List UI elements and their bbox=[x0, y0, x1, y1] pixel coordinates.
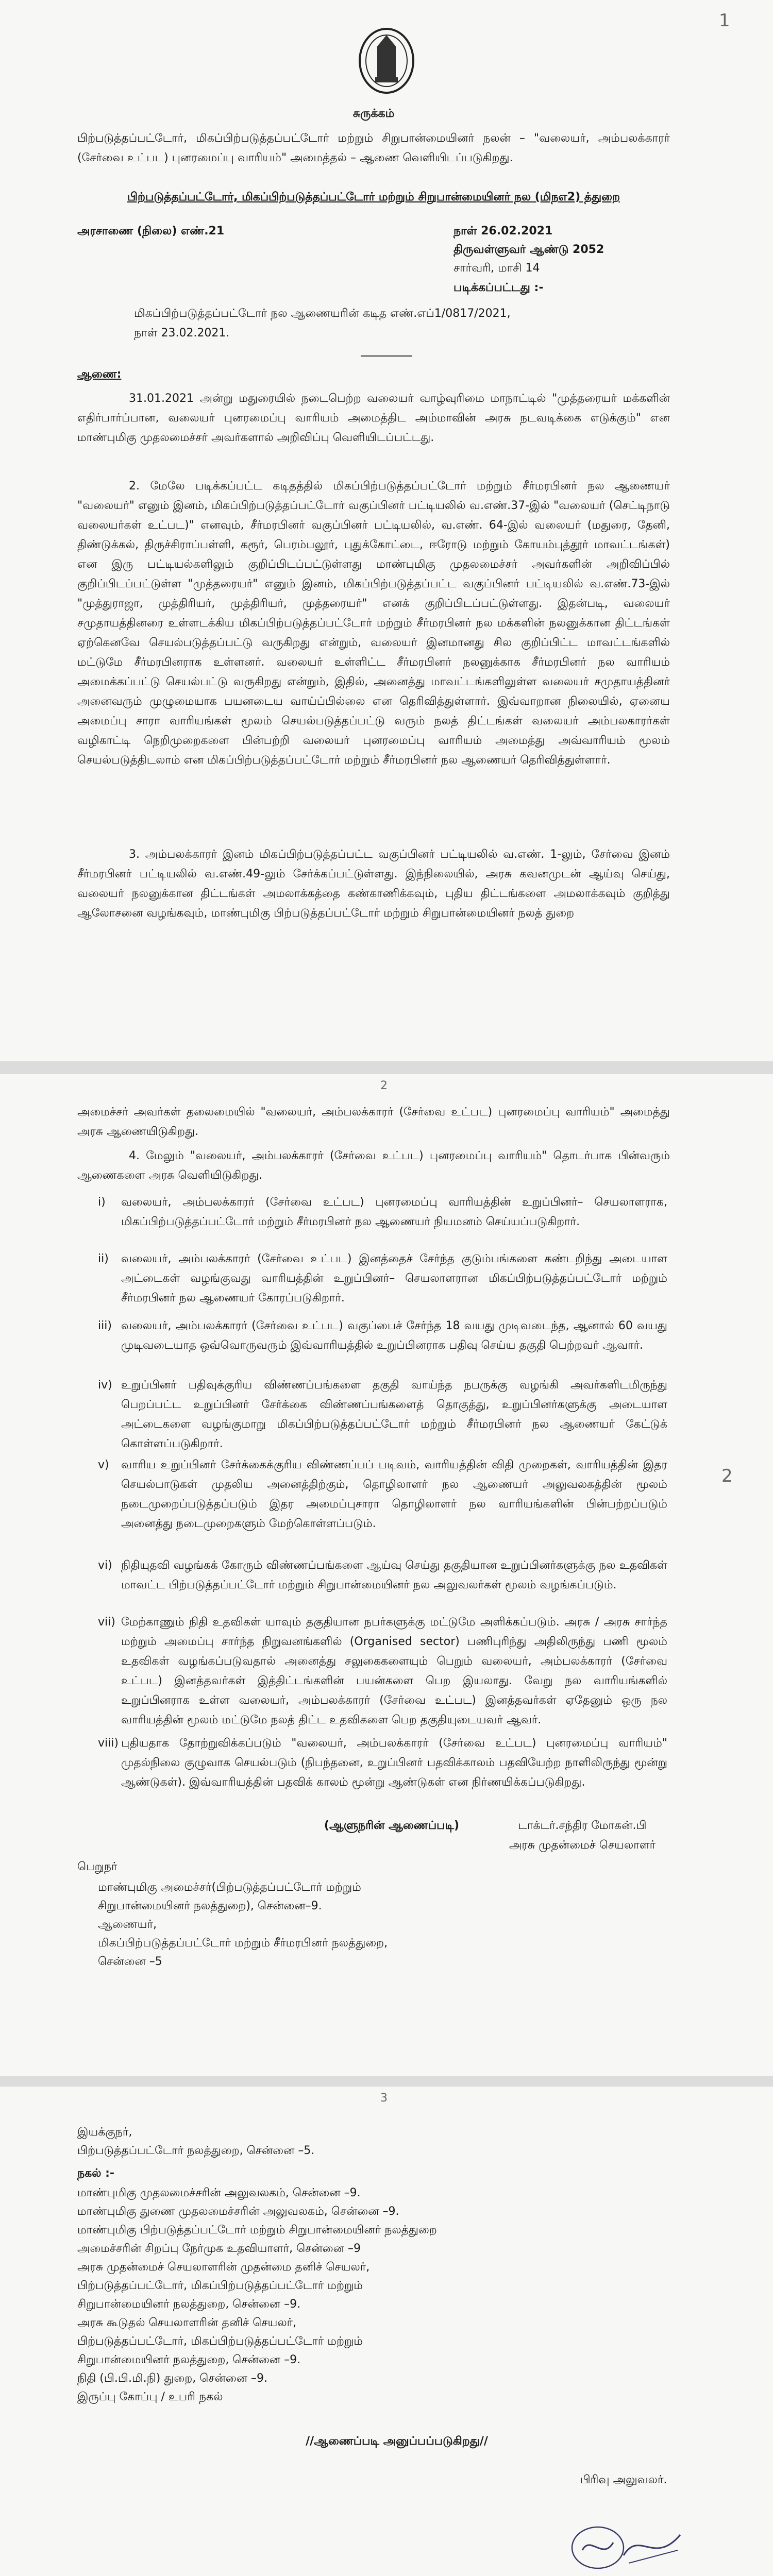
go-date: நாள் 26.02.2021 bbox=[453, 225, 553, 238]
copy-top-line: இயக்குநர், bbox=[77, 2126, 132, 2139]
order-item: வலையர், அம்பலக்காரர் (சேர்வை உட்பட) இனத்தைச் சேர்ந்த குடும்பங்களை கண்டறிந்து அடையாள அட்டைகள் வழங்குவது வாரியத்தின் உறுப்பினர்– செயலாளரான மிகப்பிற்படுத்தப்பட்டோர் மற்றும் சீர்மரபினர் நல ஆணையர் கோரப்படுகிறார். bbox=[121, 1252, 667, 1304]
by-order-of-governor: (ஆளுநரின் ஆணைப்படி) bbox=[324, 1819, 460, 1832]
page-number: 2 bbox=[380, 1079, 388, 1092]
order-item: புதியதாக தோற்றுவிக்கப்படும் "வலையர், அம்பலக்காரர் (சேர்வை உட்பட) புனரமைப்பு வாரியம்" முதல்நிலை குழுவாக செயல்படும் (நிபந்தனை, உறுப்பினர் பதவிக்காலம் பதவியேற்ற நாளிலிருந்து மூன்று ஆண்டுகள்). இவ்வாரியத்தின் பதவிக் காலம் மூன்று ஆண்டுகள் என நிர்ணயிக்கப்படுகிறது. bbox=[121, 1737, 667, 1789]
item-number: vi) bbox=[98, 1559, 112, 1572]
item-number: viii) bbox=[98, 1737, 119, 1750]
item-number: iii) bbox=[98, 1319, 112, 1332]
margin-page-number: 2 bbox=[721, 1466, 733, 1486]
handwritten-signature-icon bbox=[567, 2519, 685, 2576]
para-3-continued: அமைச்சர் அவர்கள் தலைமையில் "வலையர், அம்பலக்காரர் (சேர்வை உட்பட) புனரமைப்பு வாரியம்" அமைத்து அரசு ஆணையிடுகிறது. bbox=[77, 1106, 670, 1138]
order-item: வலையர், அம்பலக்காரர் (சேர்வை உட்பட) புனரமைப்பு வாரியத்தின் உறுப்பினர்– செயலாளராக, மிகப்பிற்படுத்தப்பட்டோர் மற்றும் சீர்மரபினர் நல ஆணையர் நியமனம் செய்யப்படுகிறார். bbox=[121, 1196, 667, 1228]
document-page-3 bbox=[0, 2087, 773, 2576]
to-address-line: மாண்புமிகு அமைச்சர்(பிற்படுத்தப்பட்டோர் மற்றும் bbox=[98, 1881, 361, 1894]
order-item: மேற்காணும் நிதி உதவிகள் யாவும் தகுதியான நபர்களுக்கு மட்டுமே அளிக்கப்படும். அரசு / அரசு சார்ந்த மற்றும் அமைப்பு சார்ந்த நிறுவனங்களில் (Organised sector) பணிபுரிந்து அதிலிருந்து பணி மூலம் உதவிகள் வழங்கப்படுவதால் அனைத்து சலுகைகளையும் பெறும் வலையர், அம்பலக்காரர் (சேர்வை உட்பட) இனத்தவர்கள் இத்திட்டங்களின் பயன்களை பெற இயலாது. வேறு நல வாரியங்களில் உறுப்பினராக உள்ள வலையர், அம்பலக்காரர் (சேர்வை உட்பட) இனத்தவர்கள் ஏதேனும் ஒரு நல வாரியத்தின் மூலம் மட்டுமே நலத் திட்ட உதவிகளை பெற தகுதியுடையவர் ஆவர். bbox=[121, 1616, 667, 1726]
section-officer: பிரிவு அலுவலர். bbox=[580, 2473, 667, 2486]
order-item: உறுப்பினர் பதிவுக்குரிய விண்ணப்பங்களை தகுதி வாய்ந்த நபருக்கு வழங்கி அவர்களிடமிருந்து பெறப்பட்ட உறுப்பினர் சேர்க்கை விண்ணப்பங்களைத் தொகுத்து, உறுப்பினர்களுக்கு அடையாள அட்டைகளை வழங்குமாறு மிகப்பிற்படுத்தப்பட்டோர் மற்றும் சீர்மரபினர் நல ஆணையர் கேட்டுக் கொள்ளப்படுகிறார். bbox=[121, 1379, 667, 1450]
order-item: வாரிய உறுப்பினர் சேர்க்கைக்குரிய விண்ணப்பப் படிவம், வாரியத்தின் விதி முறைகள், வாரியத்தின் இதர செயல்பாடுகள் முதலிய அனைத்திற்கும், தொழிலாளர் நல ஆணையர் அலுவலகத்தின் மூலம் நடைமுறைப்படுத்தப்படும் இதர அமைப்புசாரா தொழிலாளர் நல வாரியங்களின் பின்பற்றப்படும் அனைத்து நடைமுறைகளும் மேற்கொள்ளப்படும். bbox=[121, 1459, 667, 1530]
para-2: 2. மேலே படிக்கப்பட்ட கடிதத்தில் மிகப்பிற்படுத்தப்பட்டோர் மற்றும் சீர்மரபினர் நல ஆணையர் "வலையர்" எனும் இனம், மிகப்பிற்படுத்தப்பட்டோர் வகுப்பினர் பட்டியலில் வ.எண்.37-இல் "வலையர் (செட்டிநாடு வலையர்கள் உட்பட)" எனவும், சீர்மரபினர் வகுப்பினர் பட்டியலில், வ.எண். 64-இல் வலையர் (மதுரை, தேனி, திண்டுக்கல், திருச்சிராப்பள்ளி, கரூர், பெரம்பலூர், புதுக்கோட்டை, ஈரோடு மற்றும் கோயம்புத்தூர் மாவட்டங்கள்) என இரு பட்டியல்களிலும் குறிப்பிடப்பட்டுள்ளது மாண்புமிகு முதலமைச்சர் அவர்களின் அறிவிப்பில் குறிப்பிடப்பட்டுள்ள "முத்தரையர்" எனும் இனம், மிகப்பிற்படுத்தப்பட்ட வகுப்பினர் பட்டியலில் வ.எண்.73-இல் "முத்துராஜா, முத்திரியர், முத்திரியர், முத்தரையர்" எனக் குறிப்பிடப்பட்டுள்ளது. இதன்படி, வலையர் சமுதாயத்தினரை உள்ளடக்கிய மிகப்பிற்படுத்தப்பட்டோர் மற்றும் சீர்மரபினர் நல மக்களின் நலனுக்கான திட்டங்கள் ஏற்கெனவே செயல்படுத்தப்பட்டு வருகிறது என்றும், வலையர் இனமானது சில குறிப்பிட்ட மாவட்டங்களில் மட்டுமே சீர்மரபினராக உள்ளனர். வலையர் உள்ளிட்ட சீர்மரபினர் நலனுக்காக சீர்மரபினர் நல வாரியம் அமைக்கப்பட்டு செயல்பட்டு வருகிறது என்றும், இதில், அனைத்து மாவட்டங்களிலுள்ள வலையர் சமுதாயத்தினர் அனைவரும் முழுமையாக பயனடைய வாய்ப்பில்லை என தெரிவித்துள்ளார். இவ்வாறான நிலையில், ஏனைய அமைப்பு சாரா வாரியங்கள் மூலம் செயல்படுத்தப்பட்டு வரும் நலத் திட்டங்கள் வலையர் அம்பலகாரர்கள் வழிகாட்டி நெறிமுறைகளை பின்பற்றி வலையர் புனரமைப்பு வாரியம் அமைத்து அவ்வாரியம் மூலம் செயல்படுத்திடலாம் என மிகப்பிற்படுத்தப்பட்டோர் மற்றும் சீர்மரபினர் நல ஆணையர் தெரிவித்துள்ளார். bbox=[77, 480, 670, 767]
read-label: படிக்கப்பட்டது :- bbox=[453, 281, 544, 294]
item-number: iv) bbox=[98, 1379, 112, 1392]
signer-title: அரசு முதன்மைச் செயலாளர் bbox=[509, 1839, 656, 1852]
to-address-line: மிகப்பிற்படுத்தப்பட்டோர் மற்றும் சீர்மரபினர் நலத்துறை, bbox=[98, 1937, 388, 1950]
para-3: 3. அம்பலக்காரர் இனம் மிகப்பிற்படுத்தப்பட்ட வகுப்பினர் பட்டியலில் வ.எண். 1-லும், சேர்வை இனம் சீர்மரபினர் பட்டியலில் வ.எண்.49-லும் சேர்க்கப்பட்டுள்ளது. இந்நிலையில், அரசு கவனமுடன் ஆய்வு செய்து, வலையர் நலனுக்கான திட்டங்கள் அமலாக்கத்தை கண்காணிக்கவும், புதிய திட்டங்களை அமலாக்கவும் குறித்து ஆலோசனை வழங்கவும், மாண்புமிகு பிற்படுத்தப்பட்டோர் மற்றும் சிறுபான்மையினர் நலத் துறை bbox=[77, 848, 670, 920]
to-label: பெறுநர் bbox=[77, 1860, 117, 1873]
item-number: i) bbox=[98, 1196, 106, 1209]
copy-recipient-line: அமைச்சரின் சிறப்பு நேர்முக உதவியாளர், சென்னை –9 bbox=[77, 2242, 361, 2255]
copy-top-line: பிற்படுத்தப்பட்டோர் நலத்துறை, சென்னை –5. bbox=[77, 2144, 315, 2157]
state-emblem-icon bbox=[356, 26, 417, 98]
signer-name: டாக்டர்.சந்திர மோகன்.பி bbox=[518, 1819, 647, 1832]
document-page-2 bbox=[0, 1074, 773, 2076]
order-item: நிதியுதவி வழங்கக் கோரும் விண்ணப்பங்களை ஆய்வு செய்து தகுதியான உறுப்பினர்களுக்கு நல உதவிகள் மாவட்ட பிற்படுத்தப்பட்டோர் மற்றும் சிறுபான்மையினர் நல அலுவலர்கள் மூலம் வழங்கப்படும். bbox=[121, 1559, 667, 1591]
reference-line-1: மிகப்பிற்படுத்தப்பட்டோர் நல ஆணையரின் கடித எண்.எப்1/0817/2021, bbox=[134, 307, 511, 320]
to-address-line: சிறுபான்மையினர் நலத்துறை), சென்னை–9. bbox=[98, 1900, 322, 1912]
item-number: v) bbox=[98, 1459, 109, 1471]
to-address-line: சென்னை –5 bbox=[98, 1955, 162, 1968]
department-name: பிற்படுத்தப்பட்டோர், மிகப்பிற்படுத்தப்பட்டோர் மற்றும் சிறுபான்மையினர் நல (மிநஎ2) த்துறை bbox=[127, 191, 620, 204]
item-number: ii) bbox=[98, 1252, 109, 1265]
page-number: 3 bbox=[380, 2092, 388, 2105]
doc-summary-heading: சுருக்கம் bbox=[352, 107, 395, 120]
tamil-year: திருவள்ளுவர் ஆண்டு 2052 bbox=[453, 243, 604, 256]
para-4: 4. மேலும் "வலையர், அம்பலக்காரர் (சேர்வை உட்பட) புனரமைப்பு வாரியம்" தொடர்பாக பின்வரும் ஆணைகளை அரசு வெளியிடுகிறது. bbox=[77, 1149, 670, 1182]
copy-recipient-line: மாண்புமிகு பிற்படுத்தப்பட்டோர் மற்றும் சிறுபான்மையினர் நலத்துறை bbox=[77, 2224, 437, 2236]
order-item: வலையர், அம்பலக்காரர் (சேர்வை உட்பட) வகுப்பைச் சேர்ந்த 18 வயது முடிவடைந்த, ஆனால் 60 வயது முடிவடையாத ஒவ்வொருவரும் இவ்வாரியத்தில் உறுப்பினராக பதிவு செய்ய தகுதி பெற்றவர் ஆவார். bbox=[121, 1319, 667, 1352]
copy-recipient-line: பிற்படுத்தப்பட்டோர், மிகப்பிற்படுத்தப்பட்டோர் மற்றும் bbox=[77, 2279, 363, 2292]
copy-recipient-line: சிறுபான்மையினர் நலத்துறை, சென்னை –9. bbox=[77, 2298, 301, 2311]
go-number: அரசாணை (நிலை) எண்.21 bbox=[77, 225, 225, 238]
page-number: 1 bbox=[719, 10, 730, 31]
document-page-1 bbox=[0, 0, 773, 1061]
copy-recipient-line: மாண்புமிகு முதலமைச்சரின் அலுவலகம், சென்னை –9. bbox=[77, 2187, 361, 2199]
copy-recipient-line: மாண்புமிகு துணை முதலமைச்சரின் அலுவலகம், சென்னை –9. bbox=[77, 2205, 399, 2218]
copy-recipient-line: நிதி (பி.பி.மி.நி) துறை, சென்னை –9. bbox=[77, 2372, 268, 2385]
to-address-line: ஆணையர், bbox=[98, 1918, 157, 1931]
copy-recipient-line: அரசு முதன்மைச் செயலாளரின் முதன்மை தனிச் செயலர், bbox=[77, 2261, 370, 2274]
doc-summary: பிற்படுத்தப்பட்டோர், மிகப்பிற்படுத்தப்பட்டோர் மற்றும் சிறுபான்மையினர் நலன் – "வலையர், அம்பலக்காரர் (சேர்வை உட்பட) புனரமைப்பு வாரியம்" அமைத்தல் – ஆணை வெளியிடப்படுகிறது. bbox=[77, 132, 670, 164]
para-1: 31.01.2021 அன்று மதுரையில் நடைபெற்ற வலையர் வாழ்வுரிமை மாநாட்டில் "முத்தரையர் மக்களின் எதிர்பார்ப்பான, வலையர் புனரமைப்பு வாரியம் அமைத்திட அம்மாவின் அரசு நடவடிக்கை எடுக்கும்" என மாண்புமிகு முதலமைச்சர் அவர்களால் அறிவிப்பு வெளியிடப்பட்டது. bbox=[77, 392, 670, 444]
forwarded-by-order: //ஆணைப்படி அனுப்பப்படுகிறது// bbox=[306, 2435, 488, 2448]
reference-line-2: நாள் 23.02.2021. bbox=[134, 327, 230, 340]
order-heading: ஆணை: bbox=[77, 368, 122, 381]
item-number: vii) bbox=[98, 1616, 115, 1629]
tamil-month: சார்வரி, மாசி 14 bbox=[453, 262, 540, 275]
copy-recipient-line: அரசு கூடுதல் செயலாளரின் தனிச் செயலர், bbox=[77, 2316, 297, 2329]
copy-recipient-line: சிறுபான்மையினர் நலத்துறை, சென்னை –9. bbox=[77, 2353, 301, 2366]
divider bbox=[361, 355, 412, 357]
copy-label: நகல் :- bbox=[77, 2167, 115, 2180]
copy-recipient-line: பிற்படுத்தப்பட்டோர், மிகப்பிற்படுத்தப்பட்டோர் மற்றும் bbox=[77, 2335, 363, 2348]
copy-recipient-line: இருப்பு கோப்பு / உபரி நகல் bbox=[77, 2391, 223, 2403]
page-gap bbox=[0, 1061, 773, 1074]
